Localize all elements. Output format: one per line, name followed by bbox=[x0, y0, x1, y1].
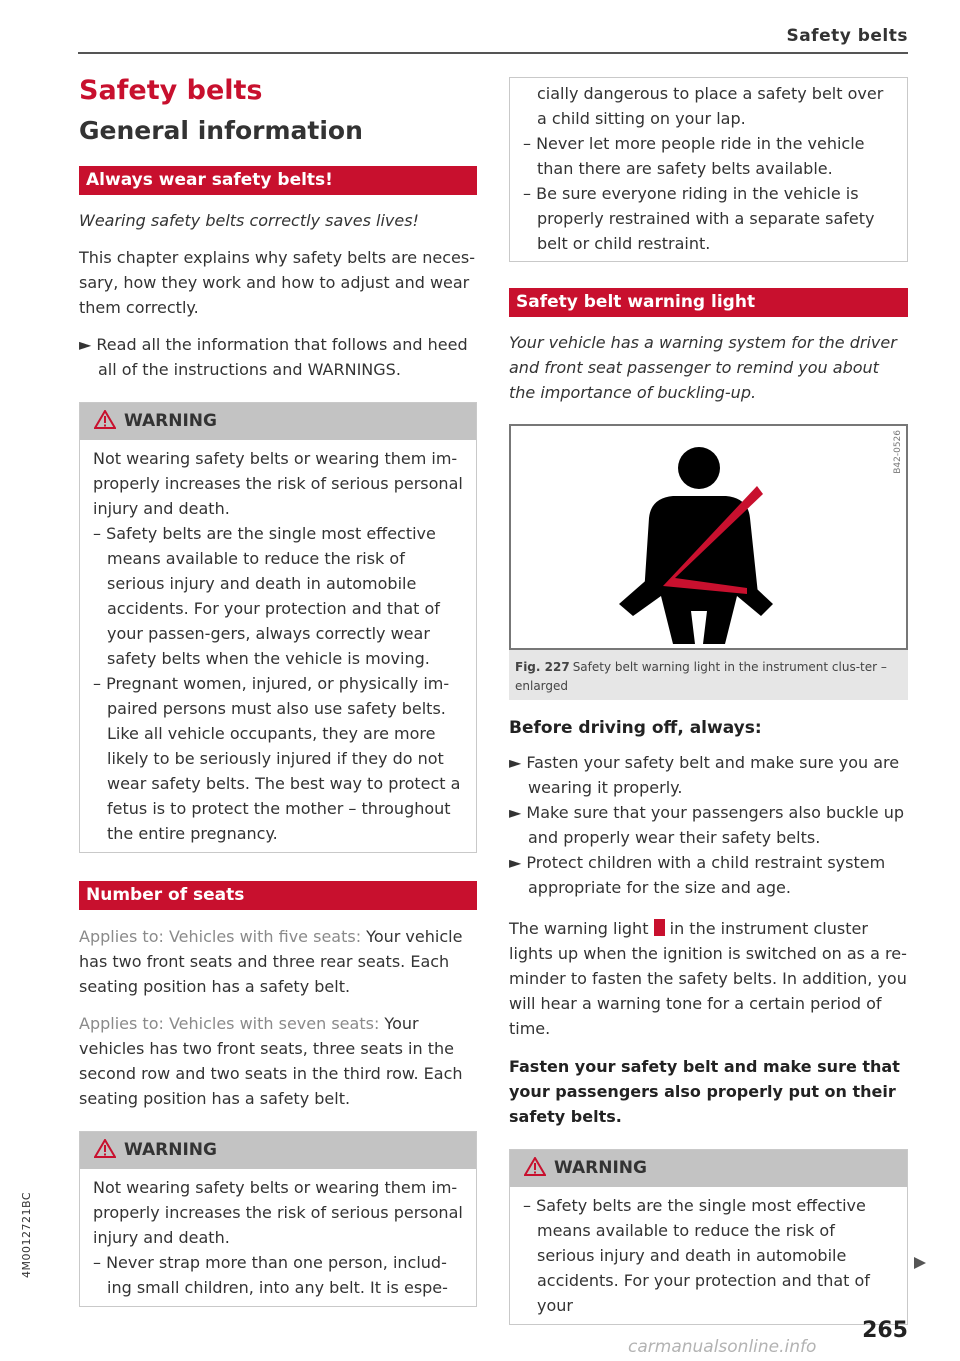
figure bbox=[509, 424, 908, 700]
warning-light-text-before: The warning light bbox=[509, 919, 654, 938]
section-bar-number-of-seats: Number of seats bbox=[79, 881, 477, 910]
instruction-bullet: ► Protect children with a child restraint system appropriate for the size and age. bbox=[509, 853, 886, 897]
section-lead: Wearing safety belts correctly saves lives! bbox=[79, 211, 419, 230]
seats-five-paragraph bbox=[79, 924, 477, 999]
warning-item: – Pregnant women, injured, or physically im-paired persons must also use safety belts. Like all vehicle occupants, they are more likely to be seriously injured if they do not wear safety belts. The best way to protect a fetus is to protect the mother – throughout the entire pregnancy. bbox=[93, 674, 461, 843]
seats-seven-paragraph bbox=[79, 1011, 477, 1111]
warning-box bbox=[509, 1149, 908, 1325]
watermark: carmanualsonline.info bbox=[628, 1337, 817, 1357]
continue-arrow-icon bbox=[913, 1256, 927, 1270]
warning-intro: Not wearing safety belts or wearing them im-properly increases the risk of serious personal injury and death. bbox=[93, 1178, 463, 1247]
left-column bbox=[79, 72, 477, 1307]
figure-label: Fig. 227 bbox=[515, 660, 570, 674]
intro-paragraph: This chapter explains why safety belts are neces-sary, how they work and how to adjust and wear them correctly. bbox=[79, 248, 475, 317]
seats-seven-text: Your vehicles has two front seats, three seats in the second row and two seats in the third row. Each seating position has a safety belt. bbox=[79, 1014, 463, 1108]
instruction-bullet: ► Make sure that your passengers also buckle up and properly wear their safety belts. bbox=[509, 803, 905, 847]
warning-light-text-after: in the instrument cluster lights up when the ignition is switched on as a re-minder to fasten the safety belts. In addition, you will hear a warning tone for a certain period of time. bbox=[509, 919, 907, 1038]
warning-item: – Safety belts are the single most effective means available to reduce the risk of serious injury and death in automobile accidents. For your protection and that of your passen-gers, always correctly wear safety belts when the vehicle is moving. bbox=[93, 524, 440, 668]
warning-header bbox=[80, 403, 476, 440]
subheading: Before driving off, always: bbox=[509, 718, 762, 738]
seatbelt-light-icon bbox=[654, 919, 665, 936]
warning-item: – Never strap more than one person, includ-ing small children, into any belt. It is espe- bbox=[93, 1253, 448, 1297]
document-code: 4M0012721BC bbox=[20, 1192, 33, 1279]
section-lead: Your vehicle has a warning system for the driver and front seat passenger to remind you about the importance of buckling-up. bbox=[509, 333, 897, 402]
warning-box bbox=[79, 402, 477, 853]
warning-triangle-icon bbox=[94, 1139, 116, 1158]
instruction-bullet: ► Fasten your safety belt and make sure you are wearing it properly. bbox=[509, 753, 900, 797]
warning-item: – Safety belts are the single most effective means available to reduce the risk of serious injury and death in automobile accidents. For your protection and that of your bbox=[523, 1196, 870, 1315]
warning-intro: Not wearing safety belts or wearing them im-properly increases the risk of serious personal injury and death. bbox=[93, 449, 463, 518]
warning-triangle-icon bbox=[524, 1157, 546, 1176]
instruction-bullet: ► Read all the information that follows and heed all of the instructions and WARNINGS. bbox=[79, 335, 468, 379]
figure-code: B42-0526 bbox=[893, 430, 903, 474]
applies-to-label: Applies to: Vehicles with five seats: bbox=[79, 927, 362, 946]
figure-caption bbox=[509, 650, 908, 700]
right-column bbox=[509, 77, 908, 1325]
applies-to-label: Applies to: Vehicles with seven seats: bbox=[79, 1014, 380, 1033]
page-number: 265 bbox=[862, 1318, 908, 1343]
warning-item: – Be sure everyone riding in the vehicle is properly restrained with a separate safety belt or child restraint. bbox=[523, 184, 875, 253]
warning-header bbox=[510, 1150, 907, 1187]
warning-item: – Never let more people ride in the vehicle than there are safety belts available. bbox=[523, 134, 865, 178]
warning-box-continued bbox=[509, 77, 908, 262]
warning-box bbox=[79, 1131, 477, 1307]
header-rule bbox=[78, 52, 908, 54]
section-bar-warning-light: Safety belt warning light bbox=[509, 288, 908, 317]
warning-header bbox=[80, 1132, 476, 1169]
page-title: Safety belts bbox=[79, 75, 263, 106]
warning-continued-text: cially dangerous to place a safety belt over a child sitting on your lap. bbox=[537, 84, 884, 128]
section-bar-always-wear: Always wear safety belts! bbox=[79, 166, 477, 195]
seatbelt-warning-icon bbox=[511, 426, 906, 648]
page-subtitle: General information bbox=[79, 116, 363, 145]
bold-instruction: Fasten your safety belt and make sure that your passengers also properly put on their safety belts. bbox=[509, 1057, 900, 1126]
warning-light-paragraph bbox=[509, 916, 908, 1041]
warning-triangle-icon bbox=[94, 410, 116, 429]
warning-title: WARNING bbox=[124, 411, 217, 431]
figure-image bbox=[509, 424, 908, 650]
warning-title: WARNING bbox=[554, 1158, 647, 1178]
figure-caption-text: Safety belt warning light in the instrument clus-ter – enlarged bbox=[515, 660, 887, 693]
warning-title: WARNING bbox=[124, 1140, 217, 1160]
running-header: Safety belts bbox=[786, 26, 908, 46]
seats-five-text: Your vehicle has two front seats and three rear seats. Each seating position has a safety belt. bbox=[79, 927, 463, 996]
